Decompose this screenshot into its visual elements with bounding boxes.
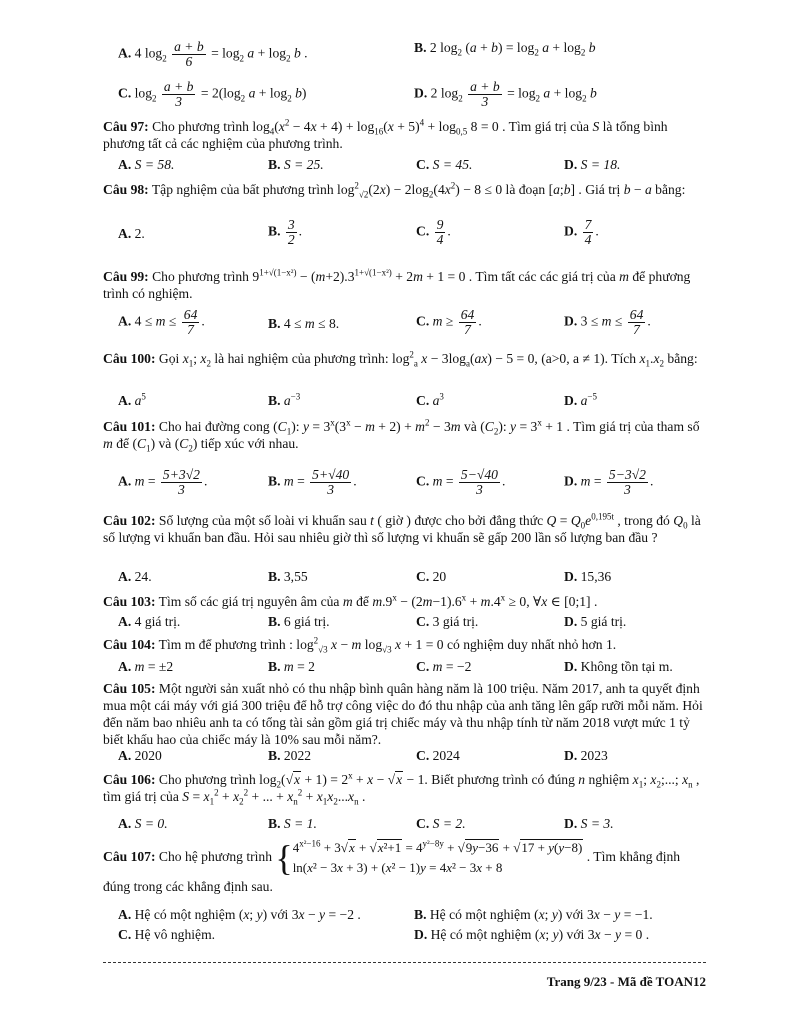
- q101-options: A. m = $\frac{5+3√2}{3}$ . B. m = $\frac{5+√40}{3}$ . C. m = $\frac{5-√40}{3}$ . D. m = $\frac{5-3√2}{3}$ .: [118, 467, 654, 497]
- q103-options: A. 4 giá trị. B. 6 giá trị. C. 3 giá trị. D. 5 giá trị.: [118, 614, 627, 629]
- q102-options: A. 24. B. 3,55 C. 20 D. 15,36: [118, 569, 612, 584]
- question-102: Câu 102: Số lượng của một số loài vi khuẩn sau t ( giờ ) được cho bởi đẳng thức $Q = Q_0e^{0,195t}$ , trong đó $Q_0$ là số lượng vi khuẩn ban đầu. Hỏi sau nhiêu giờ thì số lượng vi khuẩn sẽ gấp 200 lần số lượng ban đầu ?: [103, 511, 701, 545]
- option-a: A. 4 $\log_2$ $\frac{a + b}{6}$ = $\log_2 a + \log_2 b$ .: [118, 39, 308, 69]
- question-97: Câu 97: Cho phương trình $\log_4(x^2 - 4x + 4) + \log_{16}(x + 5)^4 + \log_{0,5} 8 = 0$ . Tìm giá trị của S là tổng bình phương tất cả các nghiệm của phương trình.: [103, 117, 668, 151]
- q100-options: A. $a^5$ B. $a^{-3}$ C. $a^3$ D. $a^{-5}$: [118, 391, 597, 408]
- q106-options: A. S = 0. B. S = 1. C. S = 2. D. S = 3.: [118, 816, 614, 831]
- question-104: Câu 104: Tìm m để phương trình : $\log^2_{√3} x - m$ $\log_{√3} x + 1 = 0$ có nghiệm duy nhất nhỏ hơn 1.: [103, 635, 617, 655]
- question-99: Câu 99: Cho phương trình $9^{1+√(1-x^2)} - (m+2).3^{1+√(1-x^2)} + 2m + 1 = 0$ . Tìm tất các các giá trị của m để phương trình có nghiệm.: [103, 267, 691, 301]
- question-103: Câu 103: Tìm số các giá trị nguyên âm của m để $m.9^x - (2m-1).6^x + m.4^x \ge 0$, ∀x ∈ [0;1] .: [103, 592, 598, 609]
- page-footer: Trang 9/23 - Mã đề TOAN12: [546, 974, 706, 989]
- q105-options: A. 2020 B. 2022 C. 2024 D. 2023: [118, 748, 608, 763]
- footer-divider: [103, 962, 706, 963]
- question-105: Câu 105: Một người sản xuất nhỏ có thu nhập bình quân hàng năm là 100 triệu. Năm 2017, anh ta quyết định mua một cái máy với giá 300 triệu để hỗ trợ công việc do đó thu nhập của anh tăng lên gấp rưỡi mỗi năm. Hỏi đến năm bao nhiêu anh ta có tổng tài sản gồm giá trị chiếc máy và thu nhập tính từ năm 2018 vượt mức 1 tỷ biết khấu hao của chiếc máy là 10% sau mỗi năm?.: [103, 681, 703, 747]
- q96-options-row2: [118, 79, 708, 109]
- q96-options-row1: [118, 39, 708, 69]
- q97-options: A. S = 58. B. S = 25. C. S = 45. D. S = 18.: [118, 157, 621, 172]
- option-c: C. $\log_2$ $\frac{a + b}{3}$ = $2(\log_2$ $a + \log_2 b$): [118, 79, 307, 109]
- question-98: Câu 98: Tập nghiệm của bất phương trình $\log^2_{√2}(2x) - 2\log_2(4x^2) - 8 \le 0$ là đoạn [a;b] . Giá trị b − a bằng:: [103, 180, 686, 200]
- q107-options-row2: C. Hệ vô nghiệm. D. Hệ có một nghiệm (x; y) với 3x − y = 0 .: [118, 927, 650, 942]
- equation-system: $4^{x^2-16} + 3√x + √x^2+1 = 4^{y^2-8y} + √9y-36 + √17 + y(y-8)$ ln(x² − 3x + 3) + (x² − 1)y = 4x² − 3x + 8: [292, 838, 583, 875]
- question-106: Câu 106: Cho phương trình $\log_2(√x + 1) = 2^x + x - √x - 1$. Biết phương trình có đúng n nghiệm $x_1$; $x_2$;...; $x_n$ , tìm giá trị của $S = x_1^2 + x_2^2$ + ... + $x_n^2 + x_1x_2...x_n$ .: [103, 770, 700, 807]
- question-101: Câu 101: Cho hai đường cong $(C_1)$: $y = 3^x(3^x - m + 2) + m^2 - 3m$ và $(C_2)$: $y = 3^x + 1$ . Tìm giá trị của tham số m để $(C_1)$ và $(C_2)$ tiếp xúc với nhau.: [103, 417, 700, 454]
- question-107: Câu 107: Cho hệ phương trình { $4^{x^2-16} + 3√x + √x^2+1 = 4^{y^2-8y} + √9y-36 + √17 + y(y-8)$ ln(x² − 3x + 3) + (x² − 1)y = 4x² − 3x + 8 . Tìm khẳng định đúng trong các khẳng định sau.: [103, 838, 681, 894]
- question-100: Câu 100: Gọi $x_1$; $x_2$ là hai nghiệm của phương trình: $\log^2_a x - 3\log_a(ax) - 5 = 0$, (a>0, a ≠ 1). Tích $x_1.x_2$ bằng:: [103, 349, 698, 369]
- q104-options: A. m = ±2 B. m = 2 C. m = −2 D. Không tồn tại m.: [118, 659, 673, 674]
- q99-options: A. 4 ≤ m ≤ $\frac{64}{7}$ . B. 4 ≤ m ≤ 8. C. m ≥ $\frac{64}{7}$ . D. 3 ≤ m ≤ $\frac{64}{7}$ .: [118, 307, 651, 337]
- q98-options: A. 2. B. $\frac{3}{2}$ . C. $\frac{9}{4}$ . D. $\frac{7}{4}$ .: [118, 217, 599, 247]
- option-b: B. 2 $\log_2 (a + b) = \log_2 a + \log_2 b$: [414, 40, 596, 58]
- q107-options-row1: A. Hệ có một nghiệm (x; y) với 3x − y = −2 . B. Hệ có một nghiệm (x; y) với 3x − y = −1.: [118, 907, 653, 922]
- option-d: D. 2 $\log_2$ $\frac{a + b}{3}$ = $\log_2 a + \log_2 b$: [414, 79, 597, 109]
